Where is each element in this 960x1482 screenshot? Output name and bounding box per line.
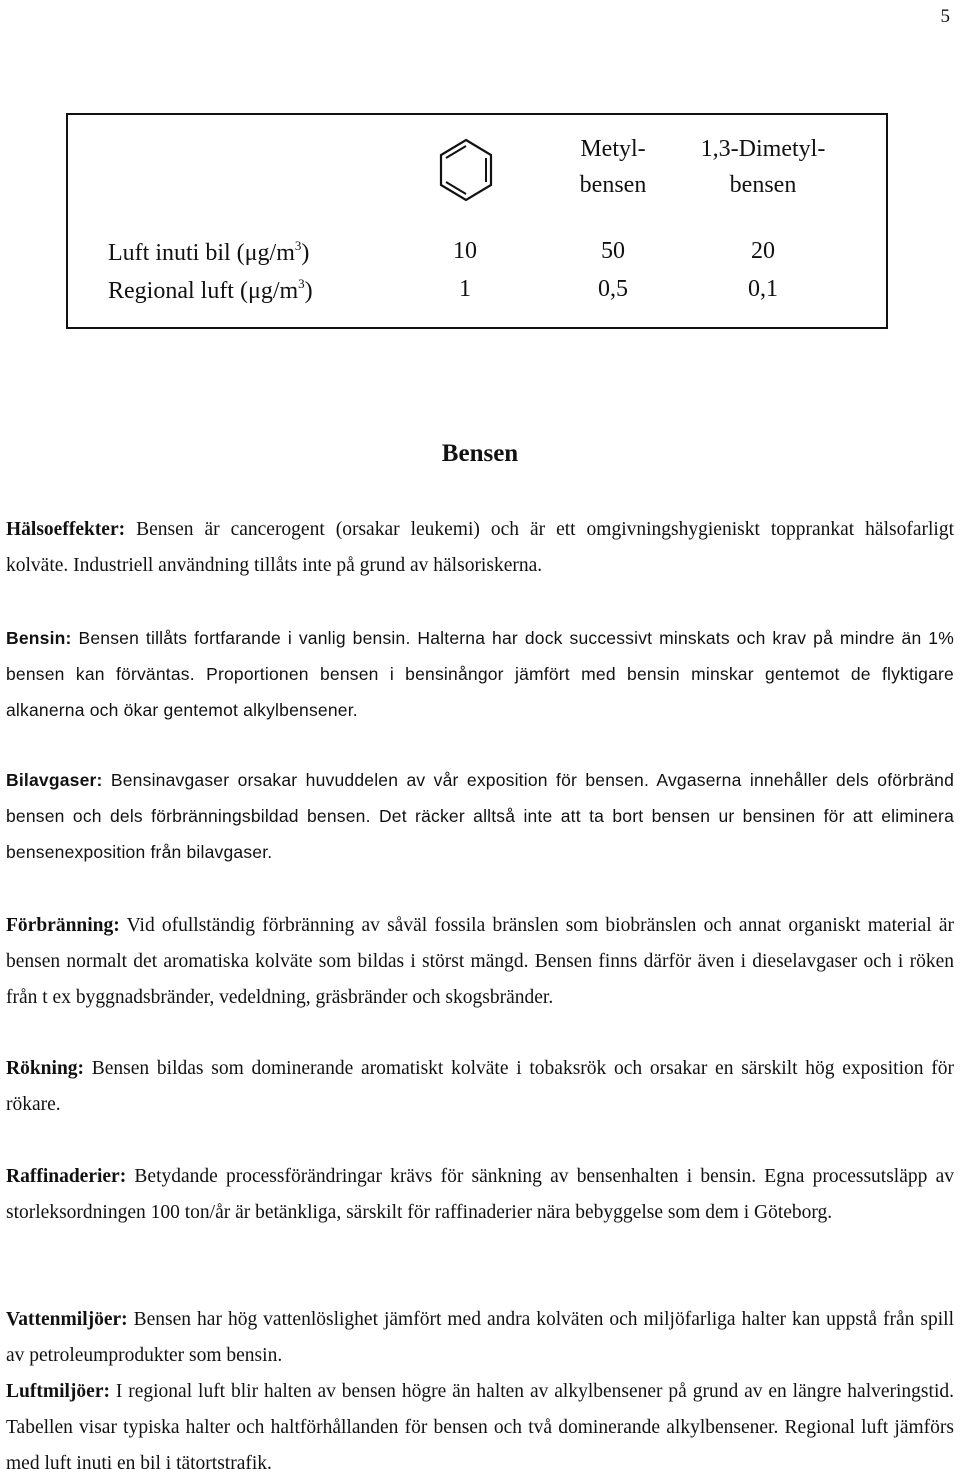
paragraph-text: Vid ofullständig förbränning av såväl fossila bränslen som biobränslen och annat organiskt material är bensen normalt det aromatiska kolväte som bildas i störst mängd. Bensen finns därför även i dieselavgaser och i röken från t ex byggnadsbränder, vedeldning, gräsbränder och skogsbränder. [6, 915, 954, 1008]
row-label-sup: 3 [294, 238, 302, 253]
paragraph-text: I regional luft blir halten av bensen högre än halten av alkylbensener på grund av en längre halveringstid. Tabellen visar typiska halter och haltförhållanden för bensen och två dominerande alkylbensener. Regional luft jämförs med luft inuti en bil i tätortstrafik. [6, 1381, 954, 1474]
benzene-ring-icon [438, 137, 494, 203]
paragraph-label: Rökning: [6, 1058, 85, 1079]
paragraph-text: Bensen har hög vattenlöslighet jämfört med andra kolväten och miljöfarliga halter kan uppstå från spill av petroleumprodukter som bensin. [6, 1309, 954, 1366]
column-header-line: 1,3-Dimetyl- [700, 136, 826, 162]
column-header-line: bensen [729, 172, 797, 198]
row-label-text: Luft inuti bil ( [108, 240, 245, 266]
table-cell: 20 [751, 238, 775, 264]
paragraph-car-exhaust [6, 762, 954, 870]
section-title: Bensen [441, 440, 519, 467]
paragraph-combustion [6, 908, 954, 1016]
row-label-sup: 3 [298, 276, 305, 291]
column-header-dimethylbenzene [668, 131, 858, 203]
paragraph-text: Bensinavgaser orsakar huvuddelen av vår exposition för bensen. Avgaserna innehåller dels oförbränd bensen och dels förbränningsbildad bensen. Det räcker alltså inte att ta bort bensen ur bensinen för att eliminera bensenexposition från bilavgaser. [6, 770, 954, 862]
column-header-line: bensen [579, 172, 647, 198]
row-label-unit: μg/m [247, 278, 299, 304]
row-label-car-interior [108, 238, 309, 267]
row-label-text: ) [304, 278, 313, 304]
column-header-methylbenzene [538, 131, 688, 203]
row-label-regional-air [108, 276, 313, 305]
paragraph-text: Bensen bildas som dominerande aromatiskt kolväte i tobaksrök och orsakar en särskilt hög exposition för rökare. [6, 1058, 954, 1115]
paragraph-refineries [6, 1159, 954, 1231]
table-cell: 0,5 [598, 276, 628, 302]
page-number: 5 [940, 6, 950, 27]
row-label-unit: μg/m [244, 240, 295, 266]
paragraph-label: Förbränning: [6, 915, 120, 936]
paragraph-smoking [6, 1051, 954, 1123]
paragraph-label: Raffinaderier: [6, 1166, 127, 1187]
paragraph-text: Bensen är cancerogent (orsakar leukemi) och är ett omgivningshygieniskt topprankat hälsofarligt kolväte. Industriell användning tillåts inte på grund av hälsoriskerna. [6, 519, 954, 576]
column-header-line: Metyl- [580, 136, 646, 162]
concentration-table [66, 113, 888, 329]
paragraph-text: Bensen tillåts fortfarande i vanlig bensin. Halterna har dock successivt minskats och krav på mindre än 1% bensen kan förväntas. Proportionen bensen i bensinångor jämfört med bensin minskar gentemot de flyktigare alkanerna och ökar gentemot alkylbensener. [6, 628, 954, 720]
paragraph-health-effects [6, 512, 954, 584]
paragraph-text: Betydande processförändringar krävs för sänkning av bensenhalten i bensin. Egna processutsläpp av storleksordningen 100 ton/år är betänkliga, särskilt för raffinaderier nära bebyggelse som dem i Göteborg. [6, 1166, 954, 1223]
table-cell: 10 [453, 238, 477, 264]
paragraph-label: Vattenmiljöer: [6, 1309, 128, 1330]
paragraph-label: Bilavgaser: [6, 770, 103, 790]
paragraph-label: Hälsoeffekter: [6, 519, 126, 540]
table-cell: 1 [459, 276, 471, 302]
table-cell: 0,1 [748, 276, 778, 302]
paragraph-label: Bensin: [6, 628, 72, 648]
row-label-text: ) [301, 240, 310, 266]
paragraph-label: Luftmiljöer: [6, 1381, 110, 1402]
paragraph-gasoline [6, 620, 954, 728]
paragraph-air-environments [6, 1374, 954, 1482]
table-cell: 50 [601, 238, 625, 264]
row-label-text: Regional luft ( [108, 278, 248, 304]
paragraph-water-environments [6, 1302, 954, 1374]
